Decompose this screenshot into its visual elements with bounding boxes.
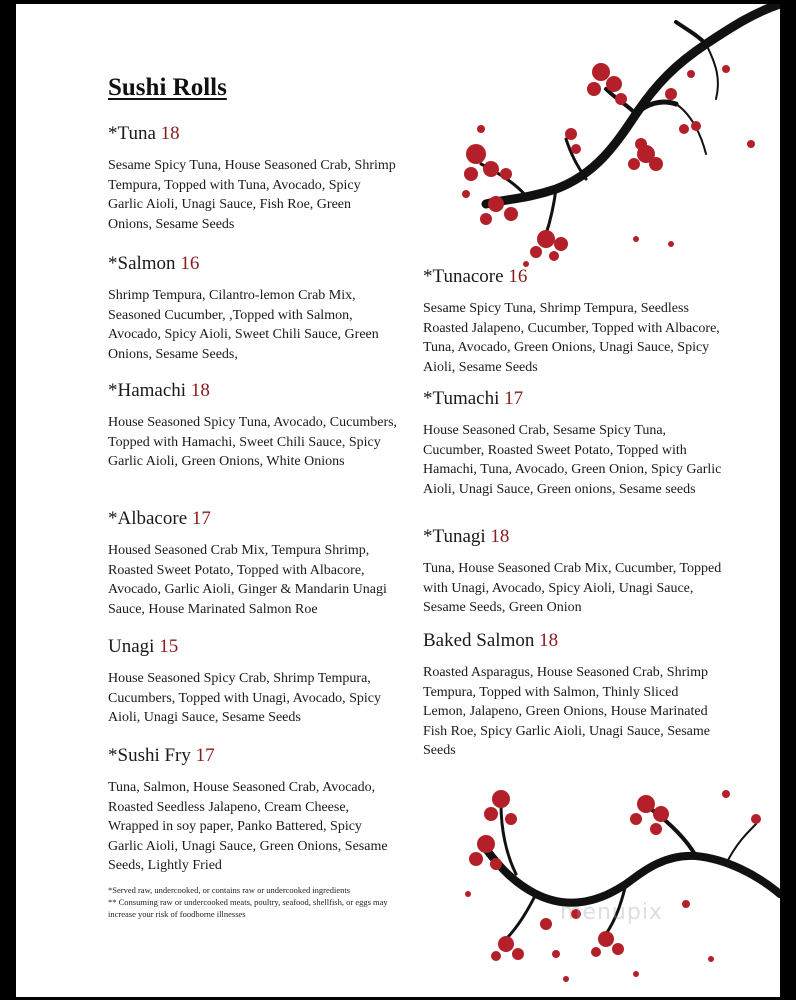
item-description: Roasted Asparagus, House Seasoned Crab, Shrimp Tempura, Topped with Salmon, Thinly Sliced Lemon, Jalapeno, Green Onions, House Marinated Fish Roe, Spicy Garlic Aioli, Unagi Sauce, Sesame Seeds [423, 665, 710, 758]
item-price: 16 [508, 266, 528, 287]
menu-item [108, 252, 398, 364]
footnotes [108, 884, 398, 920]
menu-item [108, 744, 398, 876]
item-description: Shrimp Tempura, Cilantro-lemon Crab Mix, Seasoned Cucumber, ,Topped with Salmon, Avocado, Spicy Aioli, Sweet Chili Sauce, Green Onions, Sesame Seeds, [108, 288, 379, 362]
item-name: *Hamachi [108, 380, 187, 401]
item-name: *Albacore [108, 508, 188, 529]
menu-item [423, 629, 723, 761]
item-description: House Seasoned Spicy Tuna, Avocado, Cucumbers, Topped with Hamachi, Sweet Chili Sauce, Spicy Garlic Aioli, Green Onions, White Onions [108, 415, 398, 469]
item-name: *Tuna [108, 123, 156, 144]
item-name: *Tumachi [423, 388, 500, 409]
item-price: 17 [195, 745, 215, 766]
item-price: 17 [191, 508, 211, 529]
item-name: Baked Salmon [423, 630, 535, 651]
item-price: 18 [490, 526, 510, 547]
item-description: Tuna, House Seasoned Crab Mix, Cucumber, Topped with Unagi, Avocado, Spicy Aioli, Unagi Sauce, Sesame Seeds, Green Onion [423, 561, 722, 615]
page-title: Sushi Rolls [108, 74, 227, 101]
item-description: Sesame Spicy Tuna, Shrimp Tempura, Seedless Roasted Jalapeno, Cucumber, Topped with Albacore, Tuna, Avocado, Green Onions, Unagi Sauce, Spicy Aioli, Sesame Seeds [423, 301, 720, 375]
item-description: House Seasoned Spicy Crab, Shrimp Tempura, Cucumbers, Topped with Unagi, Avocado, Spicy Aioli, Unagi Sauce, Sesame Seeds [108, 671, 382, 725]
item-name: *Tunagi [423, 526, 486, 547]
footnote-consuming: ** Consuming raw or undercooked meats, poultry, seafood, shellfish, or eggs may increase your risk of foodborne illnesses [108, 897, 388, 919]
item-price: 15 [159, 636, 179, 657]
item-description: House Seasoned Crab, Sesame Spicy Tuna, Cucumber, Roasted Sweet Potato, Topped with Hamachi, Tuna, Avocado, Green Onion, Spicy Garlic Aioli, Unagi Sauce, Green onions, Sesame seeds [423, 423, 722, 497]
item-description: Housed Seasoned Crab Mix, Tempura Shrimp, Roasted Sweet Potato, Topped with Albacore, Avocado, Garlic Aioli, Ginger & Mandarin Unagi Sauce, House Marinated Salmon Roe [108, 543, 387, 617]
menu-item [108, 507, 398, 619]
item-description: Tuna, Salmon, House Seasoned Crab, Avocado, Roasted Seedless Jalapeno, Cream Cheese, Wrapped in soy paper, Panko Battered, Spicy Garlic Aioli, Unagi Sauce, Green Onions, Sesame Seeds, Lightly Fried [108, 780, 388, 873]
item-price: 17 [504, 388, 524, 409]
item-name: Unagi [108, 636, 155, 657]
item-price: 16 [180, 253, 200, 274]
item-name: *Tunacore [423, 266, 504, 287]
cherry-blossom-branch-top [436, 4, 780, 284]
item-description: Sesame Spicy Tuna, House Seasoned Crab, Shrimp Tempura, Topped with Tuna, Avocado, Spicy Garlic Aioli, Unagi Sauce, Fish Roe, Green Onions, Sesame Seeds [108, 158, 396, 232]
item-price: 18 [160, 123, 180, 144]
menu-item [423, 265, 723, 377]
menu-page [16, 4, 780, 997]
menu-item [423, 525, 723, 618]
footnote-raw: *Served raw, undercooked, or contains raw or undercooked ingredients [108, 885, 351, 895]
menu-item [108, 635, 398, 728]
watermark: menupix [560, 900, 663, 925]
item-price: 18 [539, 630, 559, 651]
item-name: *Salmon [108, 253, 176, 274]
item-price: 18 [190, 380, 210, 401]
cherry-blossom-branch-bottom [456, 774, 780, 997]
menu-item [423, 387, 723, 499]
menu-item [108, 379, 398, 472]
item-name: *Sushi Fry [108, 745, 191, 766]
menu-item [108, 122, 398, 234]
